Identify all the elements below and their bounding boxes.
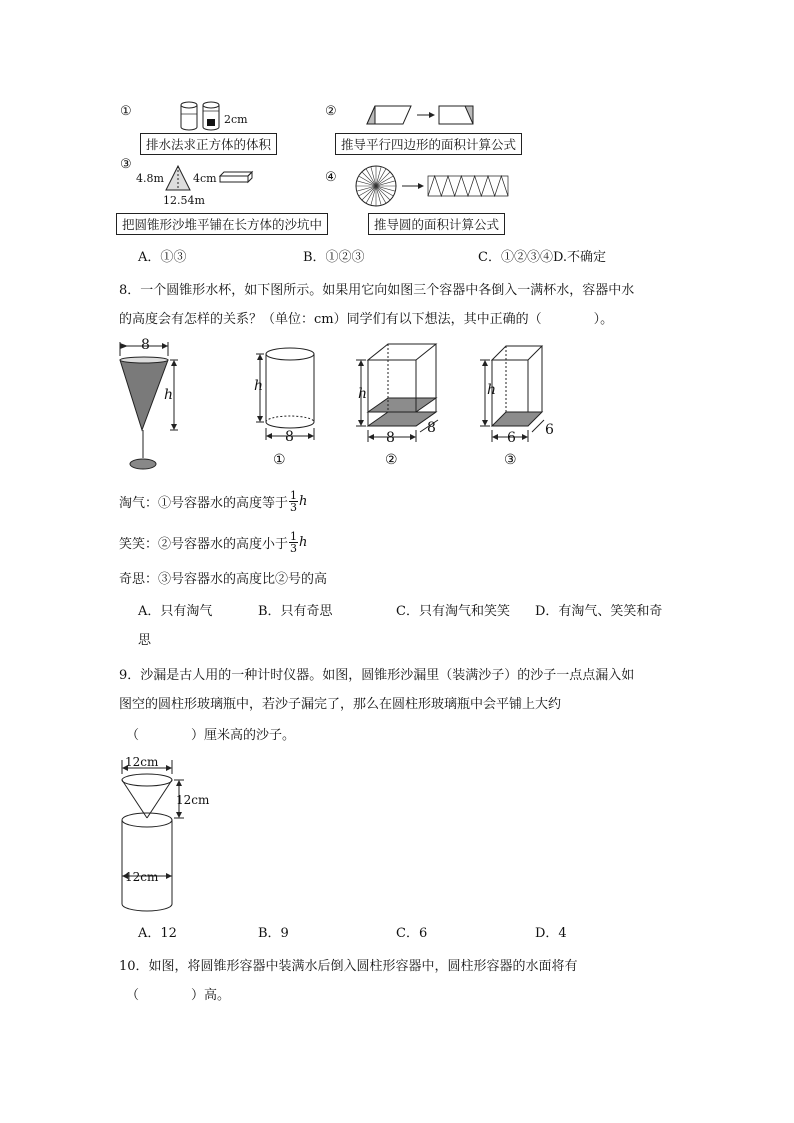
claim-qisi: 奇思：③号容器水的高度比②号的高 [119, 572, 328, 587]
option-d[interactable]: D．有淘气、笑笑和奇 [535, 604, 663, 619]
caption-box: 把圆锥形沙堆平铺在长方体的沙坑中 [116, 213, 328, 235]
cup-h-label: h [164, 387, 174, 403]
q9-text-line3: （ ）厘米高的沙子。 [126, 728, 296, 743]
q8-containers-figure [112, 336, 562, 474]
cyl-h-label: h [254, 378, 264, 394]
item-number: ③ [120, 157, 132, 172]
option-b[interactable]: B．①②③ [303, 250, 365, 265]
q9-text-line2: 图空的圆柱形玻璃瓶中，若沙子漏完了，那么在圆柱形玻璃瓶中会平铺上大约 [119, 697, 562, 712]
q8-text-line1: 8．一个圆锥形水杯，如下图所示。如果用它向如图三个容器中各倒入一满杯水，容器中水 [119, 283, 635, 298]
hourglass-figure [112, 754, 212, 916]
cylinders-icon [178, 100, 226, 132]
cyl-width-label: 8 [285, 429, 294, 445]
cup-width-label: 8 [141, 337, 150, 353]
option-d[interactable]: D．4 [535, 926, 567, 941]
fraction: $\frac{1}{3}$ [290, 488, 298, 514]
caption-box: 推导平行四边形的面积计算公式 [335, 133, 522, 155]
option-c[interactable]: C．只有淘气和笑笑 [396, 604, 510, 619]
item-number: ② [325, 104, 337, 119]
note-2cm: 2cm [224, 113, 248, 126]
option-b[interactable]: B．只有奇思 [258, 604, 333, 619]
circle-sectors-icon [354, 164, 514, 208]
q8-text-line2: 的高度会有怎样的关系？（单位：cm）同学们有以下想法，其中正确的（ ）。 [119, 312, 614, 327]
caption-box: 排水法求正方体的体积 [140, 133, 277, 155]
option-a[interactable]: A．12 [138, 926, 177, 941]
claim-text: 淘气：①号容器水的高度等于 [119, 495, 289, 511]
cuboid2-depth-label: 8 [427, 420, 436, 436]
claim-taoqi [119, 486, 307, 516]
frac-var: h [299, 534, 308, 550]
cuboid3-width-label: 6 [507, 430, 516, 446]
label-base: 12.54m [163, 194, 205, 207]
cylinder-diameter-label: 12cm [125, 870, 159, 884]
label-width: 4cm [193, 172, 217, 185]
cuboid2-h-label: h [358, 386, 368, 402]
option-d-continued: 思 [138, 633, 152, 648]
q10-text-line1: 10．如图，将圆锥形容器中装满水后倒入圆柱形容器中，圆柱形容器的水面将有 [119, 959, 578, 974]
option-b[interactable]: B．9 [258, 926, 289, 941]
caption-box: 推导圆的面积计算公式 [368, 213, 505, 235]
cone-diameter-label: 12cm [125, 755, 159, 769]
option-a[interactable]: A．①③ [138, 250, 187, 265]
fraction: $\frac{1}{3}$ [290, 529, 298, 555]
cuboid2-width-label: 8 [386, 430, 395, 446]
q9-text-line1: 9．沙漏是古人用的一种计时仪器。如图，圆锥形沙漏里（装满沙子）的沙子一点点漏入如 [119, 668, 635, 683]
item-number: ① [120, 104, 132, 119]
q10-text-line2: （ ）高。 [126, 988, 231, 1003]
cuboid3-h-label: h [487, 382, 497, 398]
claim-xiaoxiao [119, 527, 307, 557]
option-a[interactable]: A．只有淘气 [138, 604, 213, 619]
option-c[interactable]: C．6 [396, 926, 428, 941]
container-1-label: ① [273, 452, 286, 468]
claim-text: 笑笑：②号容器水的高度小于 [119, 536, 289, 552]
parallelogram-to-rect-icon [365, 104, 475, 126]
option-c[interactable]: C．①②③④D.不确定 [478, 250, 607, 265]
label-height: 4.8m [136, 172, 164, 185]
item-number: ④ [325, 170, 337, 185]
cone-height-label: 12cm [176, 793, 210, 807]
cuboid3-depth-label: 6 [545, 422, 554, 438]
container-3-label: ③ [504, 452, 517, 468]
container-2-label: ② [385, 452, 398, 468]
frac-var: h [299, 493, 308, 509]
